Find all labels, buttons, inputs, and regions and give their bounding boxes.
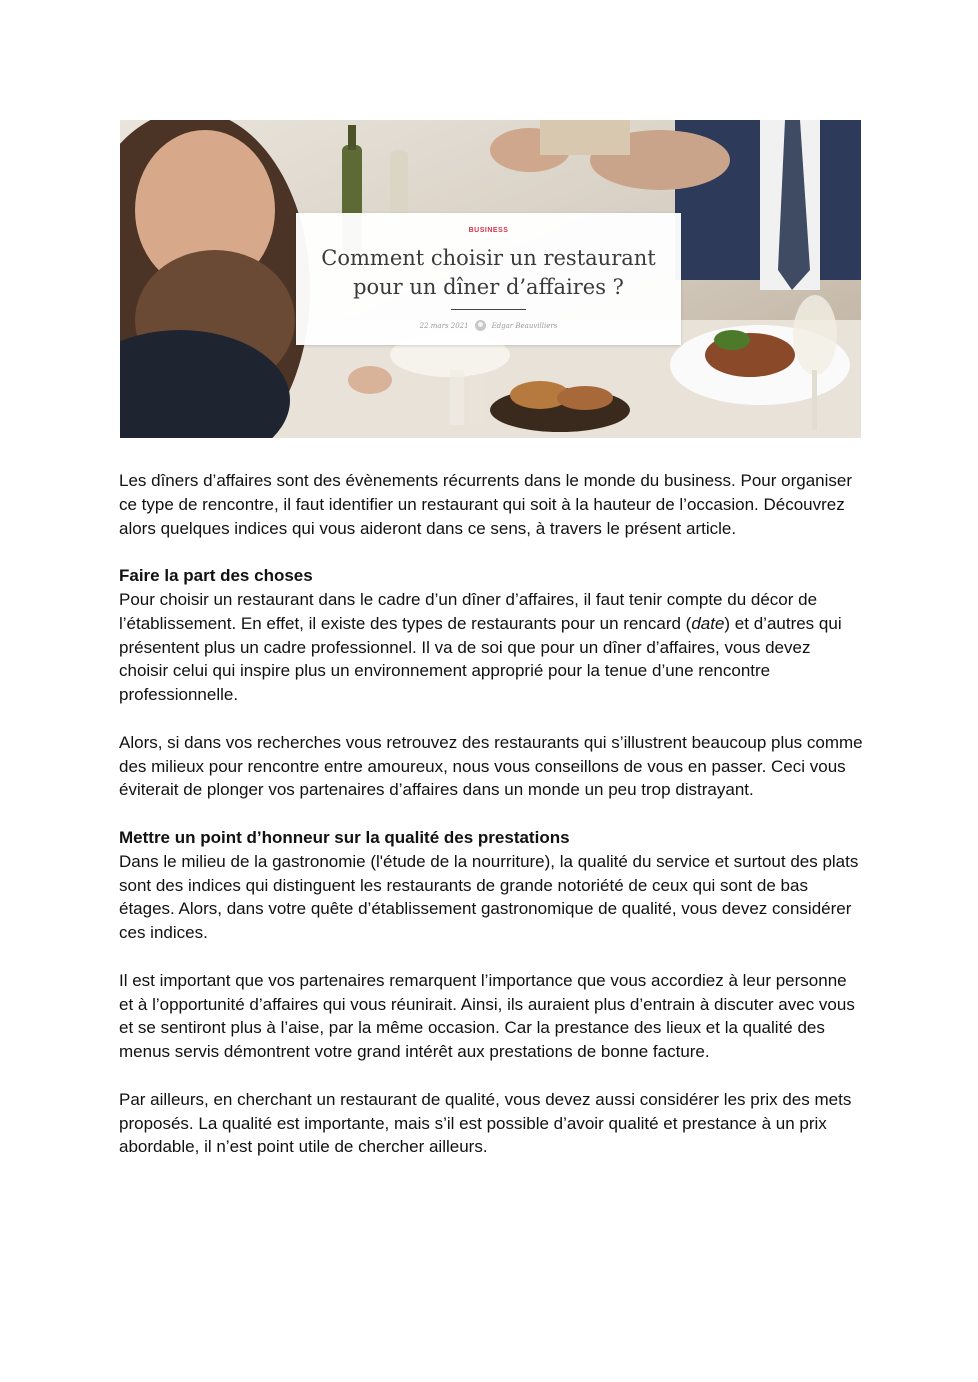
- post-date: 22 mars 2021: [419, 321, 469, 330]
- section-heading-faire-la-part: Faire la part des choses: [119, 566, 313, 586]
- intro-paragraph: Les dîners d’affaires sont des évènements récurrents dans le monde du business. Pour organiser ce type de rencontre, il faut identifier un restaurant qui soit à la hauteur de l’occasion. Découvrez alors quelques indices qui vous aideront dans ce sens, à travers le présent article.: [119, 471, 852, 538]
- hero-image: [120, 120, 861, 438]
- post-meta: [296, 320, 681, 331]
- section1-paragraph2: Alors, si dans vos recherches vous retrouvez des restaurants qui s’illustrent beaucoup plus comme des milieux pour rencontre entre amoureux, nous vous conseillons de vous en passer. Ceci vous éviterait de plonger vos partenaires d’affaires dans un monde un peu trop distrayant.: [119, 732, 863, 800]
- title-divider: [451, 309, 526, 310]
- section1-p1-after: ) et d’autres qui présentent plus un cadre professionnel. Il va de soi que pour un dîner d’affaires, vous devez choisir celui qui inspire plus un environnement approprié pour la tenue d’une rencontre professionnelle.: [119, 613, 842, 705]
- hero-title-line1: Comment choisir un restaurant: [321, 246, 656, 270]
- section-heading-qualite: Mettre un point d’honneur sur la qualité des prestations: [119, 827, 570, 847]
- section1-p1-before: Pour choisir un restaurant dans le cadre d’un dîner d’affaires, il faut tenir compte du décor de l’établissement. En effet, il existe des types de restaurants pour un rencard (: [119, 589, 818, 633]
- article-title-card[interactable]: [296, 213, 681, 345]
- section2-paragraph2: Il est important que vos partenaires remarquent l’importance que vous accordiez à leur personne et à l’opportunité d’affaires qui vous réunirait. Ainsi, ils auraient plus d’entrain à discuter avec vous et se sentiront plus à l’aise, par la même occasion. Car la prestance des lieux et la qualité des menus servis démontrent votre grand intérêt aux prestations de bonne facture.: [119, 970, 855, 1062]
- hero-title: [306, 244, 671, 302]
- section1-paragraph1: [119, 588, 864, 707]
- hero-title-line2: pour un dîner d’affaires ?: [353, 275, 624, 299]
- post-author[interactable]: Edgar Beauvilliers: [491, 321, 558, 330]
- section1-p1-italic: date: [691, 613, 725, 633]
- author-avatar-icon: [475, 320, 486, 331]
- article-body: [119, 469, 864, 1159]
- section2-paragraph3: Par ailleurs, en cherchant un restaurant de qualité, vous devez aussi considérer les prix des mets proposés. La qualité est importante, mais s’il est possible d’avoir qualité et prestance à un prix abordable, il n’est point utile de chercher ailleurs.: [119, 1089, 852, 1157]
- section2-paragraph1: Dans le milieu de la gastronomie (l'étude de la nourriture), la qualité du service et surtout des plats sont des indices qui distinguent les restaurants de grande notoriété de ceux qui sont de bas étages. Alors, dans votre quête d’établissement gastronomique de qualité, vous devez considérer ces indices.: [119, 851, 859, 943]
- category-tag[interactable]: BUSINESS: [468, 227, 509, 234]
